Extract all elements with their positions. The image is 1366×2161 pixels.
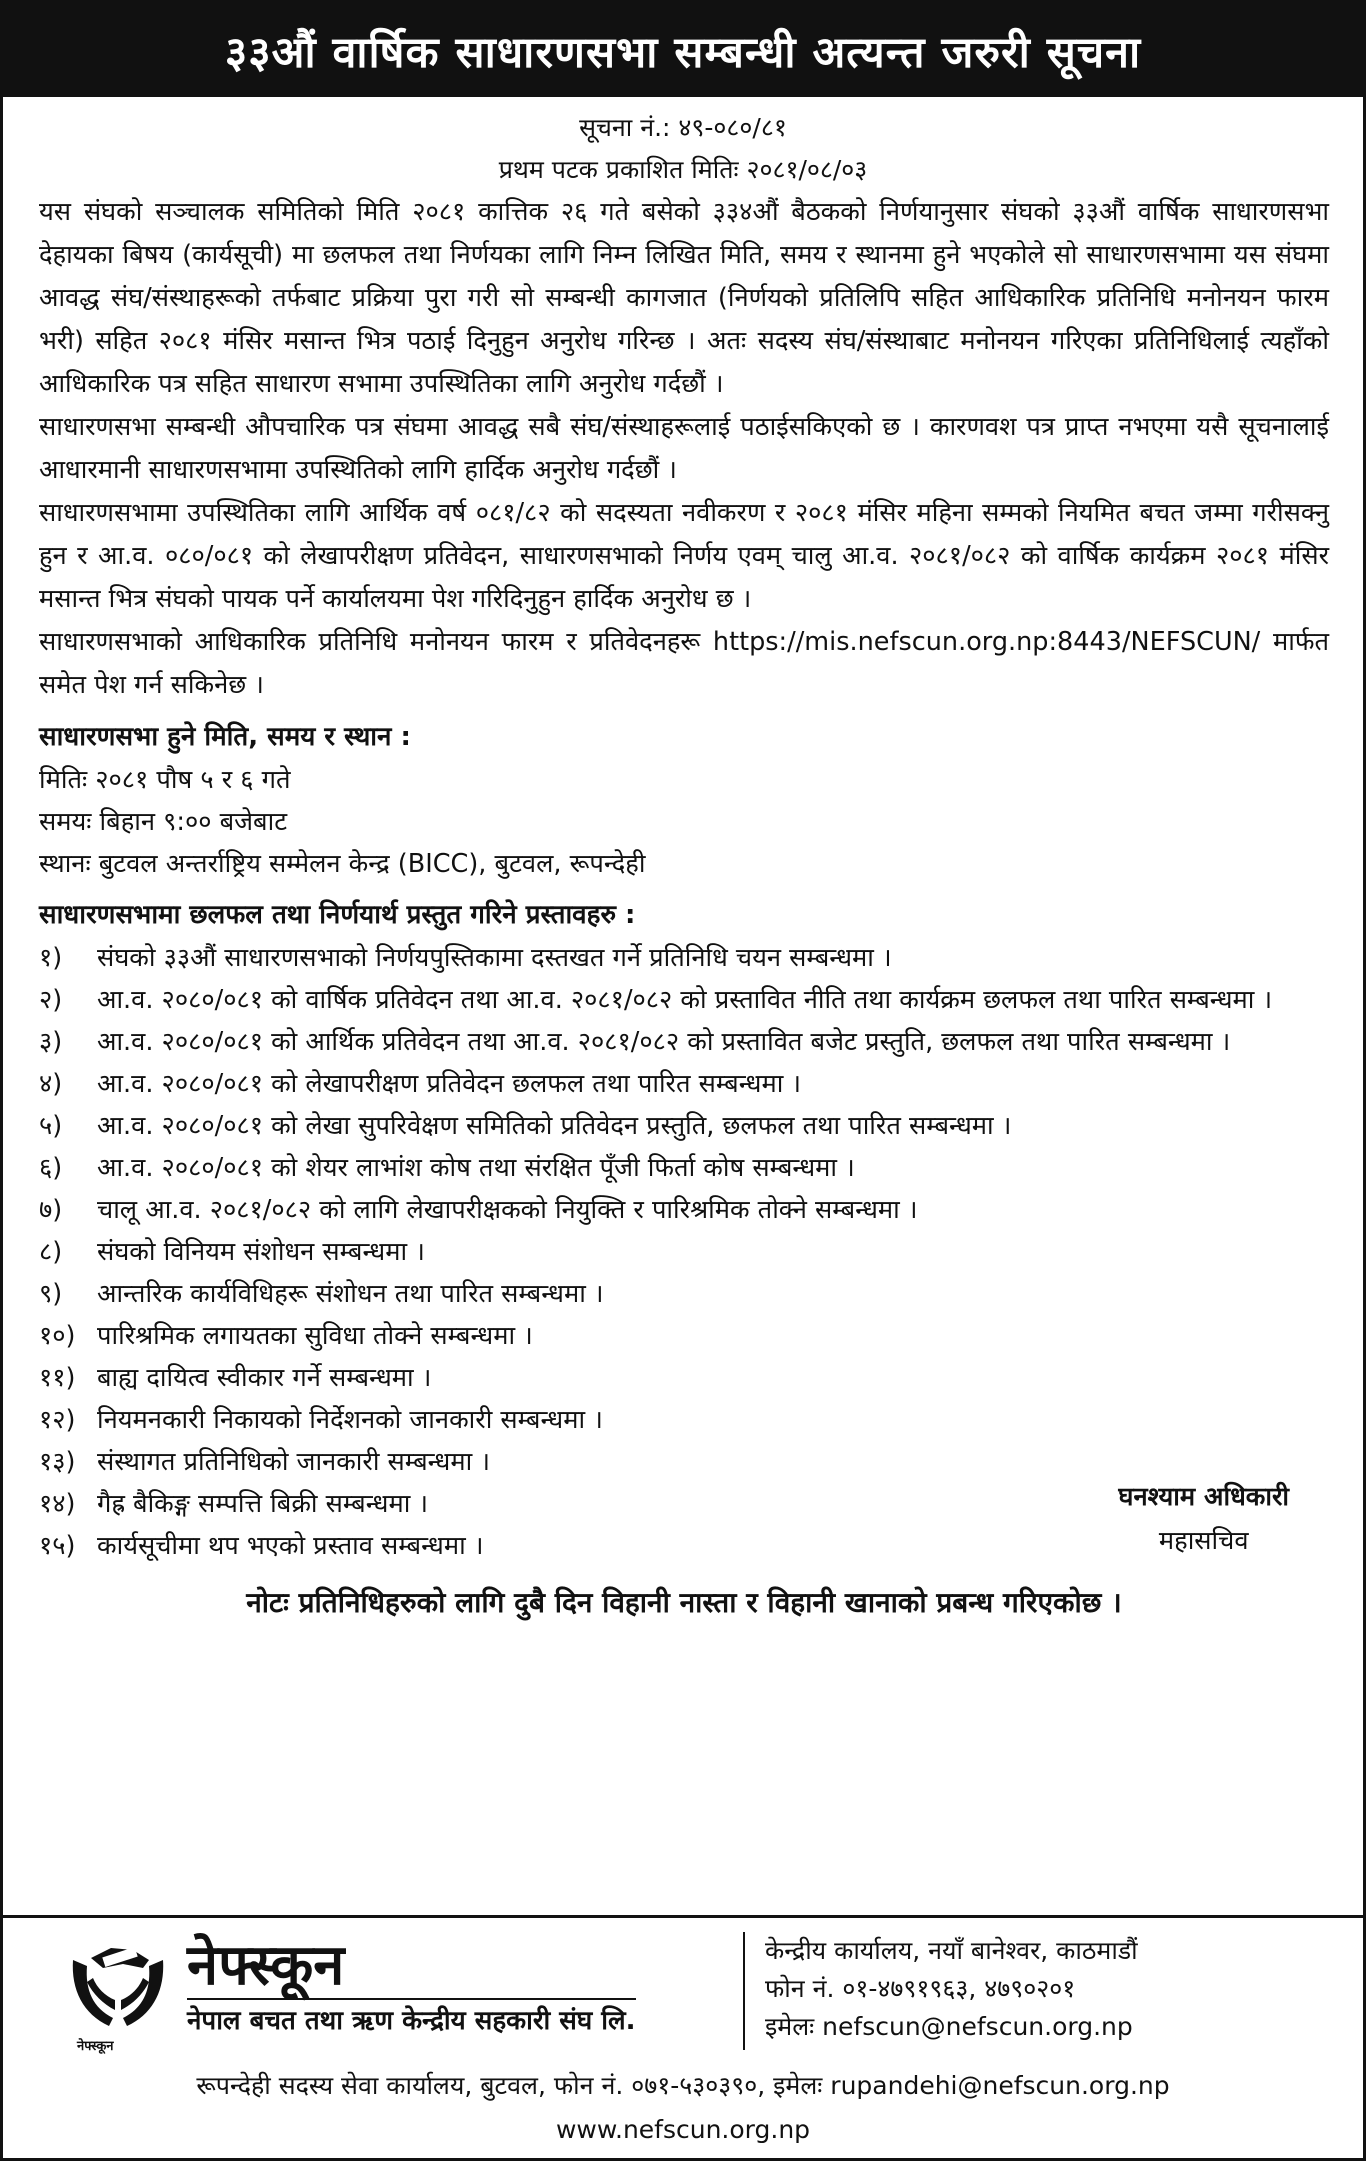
agenda-item: [39, 1399, 1329, 1441]
signatory-name: घनश्याम अधिकारी: [1118, 1482, 1289, 1512]
meal-note: नोटः प्रतिनिधिहरुको लागि दुबै दिन विहानी नास्ता र विहानी खानाको प्रबन्ध गरिएकोछ ।: [246, 1586, 1122, 1619]
agenda-item: [39, 1231, 1329, 1273]
logo-caption: नेफ्स्कून: [77, 2039, 114, 2054]
agenda-item: [39, 1357, 1329, 1399]
meeting-date: मितिः २०८१ पौष ५ र ६ गते: [39, 765, 291, 795]
agenda-item-number: ८): [39, 1237, 63, 1267]
agenda-item-text: गैह्र बैकिङ्ग सम्पत्ति बिक्री सम्बन्धमा ।: [97, 1489, 429, 1519]
online-text-after: मार्फत समेत पेश गर्न सकिनेछ ।: [39, 627, 1330, 700]
org-short-name: नेफ्स्कून: [187, 1933, 345, 1998]
agenda-item-number: ६): [39, 1153, 63, 1183]
agenda-item-text: आ.व. २०८०/०८१ को वार्षिक प्रतिवेदन तथा आ.व. २०८१/०८२ को प्रस्तावित नीति तथा कार्यक्रम छलफल तथा पारित सम्बन्धमा ।: [97, 985, 1273, 1015]
agenda-item-number: ५): [39, 1111, 63, 1141]
paragraph-2: साधारणसभा सम्बन्धी औपचारिक पत्र संघमा आवद्ध सबै संघ/संस्थाहरूलाई पठाईसकिएको छ । कारणवश पत्र प्राप्त नभएमा यसै सूचनालाई आधारमानी साधारणसभामा उपस्थितिको लागि हार्दिक अनुरोध गर्दछौं ।: [39, 412, 1329, 485]
agenda-item: [39, 1105, 1329, 1147]
agenda-item: [39, 979, 1329, 1021]
online-text-before: साधारणसभाको आधिकारिक प्रतिनिधि मनोनयन फारम र प्रतिवेदनहरू: [39, 627, 713, 657]
central-office-email[interactable]: इमेलः nefscun@nefscun.org.np: [765, 2012, 1133, 2041]
footer: [3, 1915, 1363, 2158]
agenda-item-number: ४): [39, 1069, 63, 1099]
agenda-item: [39, 1063, 1329, 1105]
agenda-item-text: संघको ३३औं साधारणसभाको निर्णयपुस्तिकामा दस्तखत गर्ने प्रतिनिधि चयन सम्बन्धमा ।: [97, 943, 892, 973]
agenda-item-text: आ.व. २०८०/०८१ को आर्थिक प्रतिवेदन तथा आ.व. २०८१/०८२ को प्रस्तावित बजेट प्रस्तुति, छलफल तथा पारित सम्बन्धमा ।: [97, 1027, 1231, 1057]
agenda-item: [39, 1273, 1329, 1315]
notice-number: सूचना नं.: ४९-०८०/८१: [579, 113, 787, 142]
central-office-phone: फोन नं. ०१-४७९१९६३, ४७९०२०१: [765, 1974, 1076, 2003]
agenda-item-text: आ.व. २०८०/०८१ को लेखापरीक्षण प्रतिवेदन छलफल तथा पारित सम्बन्धमा ।: [97, 1069, 802, 1099]
paragraph-1: यस संघको सञ्चालक समितिको मिति २०८१ कात्तिक २६ गते बसेको ३३४औं बैठकको निर्णयानुसार संघको ३३औं वार्षिक साधारणसभा देहायका बिषय (कार्यसूची) मा छलफल तथा निर्णयका लागि निम्न लिखित मिति, समय र स्थानमा हुने भएकोले सो साधारणसभामा यस संघमा आवद्ध संघ/संस्थाहरूको तर्फबाट प्रक्रिया पुरा गरी सो सम्बन्धी कागजात (निर्णयको प्रतिलिपि सहित आधिकारिक प्रतिनिधि मनोनयन फारम भरी) सहित २०८१ मंसिर मसान्त भित्र पठाई दिनुहुन अनुरोध गरिन्छ । अतः सदस्य संघ/संस्थाबाट मनोनयन गरिएका प्रतिनिधिलाई त्यहाँको आधिकारिक पत्र सहित साधारण सभामा उपस्थितिका लागि अनुरोध गर्दछौं ।: [39, 197, 1329, 399]
agenda-item-text: संघको विनियम संशोधन सम्बन्धमा ।: [97, 1237, 425, 1267]
agenda-item-text: आ.व. २०८०/०८१ को लेखा सुपरिवेक्षण समितिको प्रतिवेदन प्रस्तुति, छलफल तथा पारित सम्बन्धमा ।: [97, 1111, 1012, 1141]
agenda-item-number: १४): [39, 1489, 76, 1519]
agenda-item-number: ३): [39, 1027, 63, 1057]
agenda-item-number: १): [39, 943, 63, 973]
hands-holding-map-logo-icon: [63, 1930, 173, 2054]
agenda-item-number: १२): [39, 1405, 76, 1435]
banner-title: ३३औं वार्षिक साधारणसभा सम्बन्धी अत्यन्त जरुरी सूचना: [3, 3, 1363, 97]
agenda-item-text: चालू आ.व. २०८१/०८२ को लागि लेखापरीक्षकको नियुक्ति र पारिश्रमिक तोक्ने सम्बन्धमा ।: [97, 1195, 918, 1225]
agenda-item-number: २): [39, 985, 63, 1015]
agenda-item: [39, 937, 1329, 979]
agenda-item-text: कार्यसूचीमा थप भएको प्रस्ताव सम्बन्धमा ।: [97, 1531, 484, 1561]
org-logo-block: [3, 1918, 743, 2058]
first-published-date: प्रथम पटक प्रकाशित मितिः २०८१/०८/०३: [498, 155, 868, 184]
agenda-item-text: बाह्य दायित्व स्वीकार गर्ने सम्बन्धमा ।: [97, 1363, 432, 1393]
central-office-contact: [743, 1932, 1138, 2050]
paragraph-online-submission: [39, 621, 1329, 707]
meeting-venue: स्थानः बुटवल अन्तर्राष्ट्रिय सम्मेलन केन्द्र (BICC), बुटवल, रूपन्देही: [39, 849, 646, 879]
website-link[interactable]: www.nefscun.org.np: [555, 2115, 811, 2144]
agenda-item: [39, 1021, 1329, 1063]
agenda-item-text: आन्तरिक कार्यविधिहरू संशोधन तथा पारित सम्बन्धमा ।: [97, 1279, 604, 1309]
agenda-item-text: पारिश्रमिक लगायतका सुविधा तोक्ने सम्बन्धमा ।: [97, 1321, 533, 1351]
agenda-item-number: ७): [39, 1195, 63, 1225]
agenda-item: [39, 1315, 1329, 1357]
agenda-list: [39, 937, 1329, 1567]
agenda-item-text: संस्थागत प्रतिनिधिको जानकारी सम्बन्धमा ।: [97, 1447, 490, 1477]
agenda-item-number: ११): [39, 1363, 76, 1393]
central-office-address: केन्द्रीय कार्यालय, नयाँ बानेश्वर, काठमाडौं: [765, 1936, 1138, 1965]
signatory-title: महासचिव: [1158, 1526, 1249, 1556]
notice-body: [3, 191, 1363, 1627]
agenda-item-text: आ.व. २०८०/०८१ को शेयर लाभांश कोष तथा संरक्षित पूँजी फिर्ता कोष सम्बन्धमा ।: [97, 1153, 855, 1183]
agenda-item: [39, 1189, 1329, 1231]
paragraph-3: साधारणसभामा उपस्थितिका लागि आर्थिक वर्ष ०८१/८२ को सदस्यता नवीकरण र २०८१ मंसिर महिना सम्मको नियमित बचत जम्मा गरीसक्नु हुन र आ.व. ०८०/०८१ को लेखापरीक्षण प्रतिवेदन, साधारणसभाको निर्णय एवम् चालु आ.व. २०८१/०८२ को वार्षिक कार्यक्रम २०८१ मंसिर मसान्त भित्र संघको पायक पर्ने कार्यालयमा पेश गरिदिनुहुन हार्दिक अनुरोध छ ।: [39, 498, 1329, 614]
signature-block: [1118, 1475, 1289, 1563]
agenda-item-number: १५): [39, 1531, 76, 1561]
agenda-item-text: नियमनकारी निकायको निर्देशनको जानकारी सम्बन्धमा ।: [97, 1405, 603, 1435]
regional-office-contact: रूपन्देही सदस्य सेवा कार्यालय, बुटवल, फोन नं. ०७१-५३०३९०, इमेलः rupandehi@nefscun.org.np: [196, 2071, 1170, 2100]
meeting-time: समयः बिहान ९:०० बजेबाट: [39, 807, 288, 837]
agenda-item-number: १०): [39, 1321, 76, 1351]
mis-url-link[interactable]: https://mis.nefscun.org.np:8443/NEFSCUN/: [712, 627, 1261, 657]
org-full-name: नेपाल बचत तथा ऋण केन्द्रीय सहकारी संघ लि.: [187, 1998, 636, 2040]
schedule-heading: साधारणसभा हुने मिति, समय र स्थान :: [39, 722, 411, 752]
agenda-item-number: ९): [39, 1279, 63, 1309]
agenda-heading: साधारणसभामा छलफल तथा निर्णयार्थ प्रस्तुत गरिने प्रस्तावहरु :: [39, 900, 636, 930]
agenda-item-number: १३): [39, 1447, 76, 1477]
agenda-item: [39, 1147, 1329, 1189]
agenda-section: [39, 937, 1329, 1567]
